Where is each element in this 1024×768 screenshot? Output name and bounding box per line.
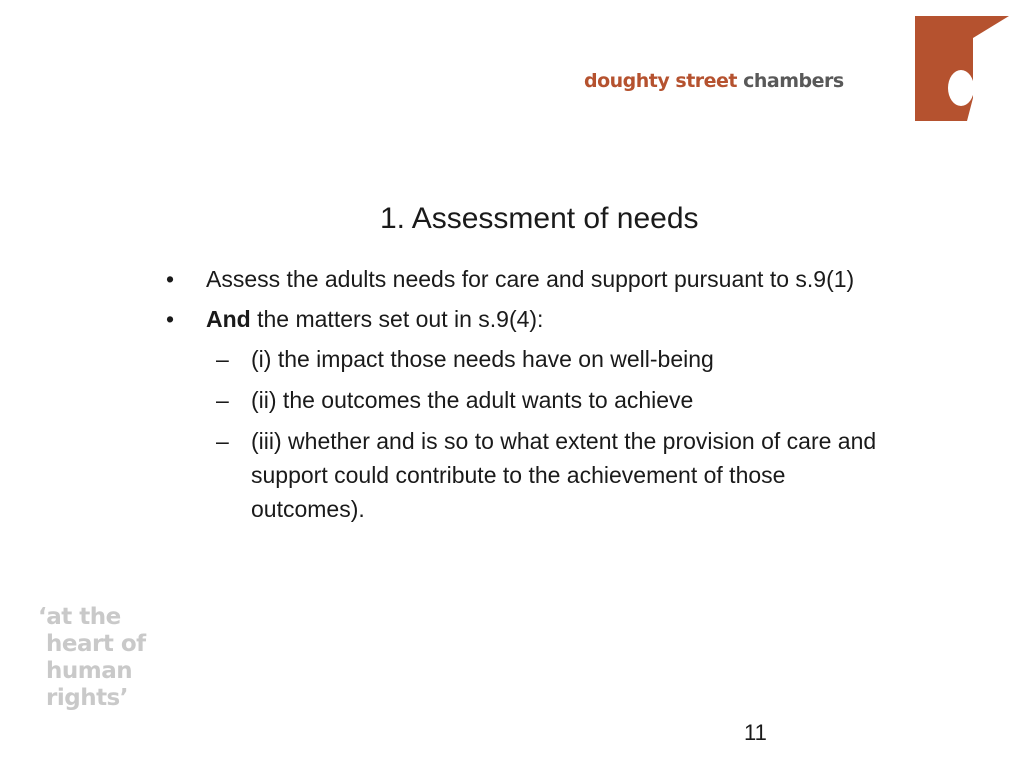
tagline-line: rights’: [46, 685, 128, 711]
bullet-item: [166, 262, 886, 296]
sub-bullet-text: (i) the impact those needs have on well-being: [251, 346, 714, 372]
sub-bullet-marker: –: [216, 387, 229, 413]
slide-title: 1. Assessment of needs: [380, 202, 699, 235]
sub-bullet-item: [166, 383, 886, 417]
tagline-line: human: [46, 658, 133, 684]
bullet-marker: •: [166, 306, 175, 332]
bullet-item: [166, 302, 886, 336]
sub-bullet-marker: –: [216, 346, 229, 372]
sub-bullet-text: (iii) whether and is so to what extent the provision of care and support could contribute to the achievement of those outcomes).: [251, 428, 877, 522]
tagline-line: ‘at the: [38, 604, 121, 630]
chambers-logo-text: [584, 70, 844, 92]
tagline-line: heart of: [46, 631, 146, 657]
sub-bullet-item: [166, 342, 886, 376]
sub-bullet-item: [166, 424, 886, 526]
bullet-bold-text: And: [206, 306, 251, 332]
doughty-street-d-logo-icon: [915, 16, 1009, 121]
slide-content: [166, 262, 886, 533]
logo-text-doughty-street: doughty street: [584, 70, 744, 92]
tagline: [38, 604, 146, 712]
logo-text-chambers: chambers: [743, 70, 844, 92]
sub-bullet-text: (ii) the outcomes the adult wants to achieve: [251, 387, 694, 413]
bullet-text: the matters set out in s.9(4):: [250, 306, 544, 332]
page-number: 11: [744, 720, 767, 745]
bullet-text: Assess the adults needs for care and support pursuant to s.9(1): [206, 266, 855, 292]
bullet-marker: •: [166, 266, 175, 292]
sub-bullet-marker: –: [216, 428, 229, 454]
